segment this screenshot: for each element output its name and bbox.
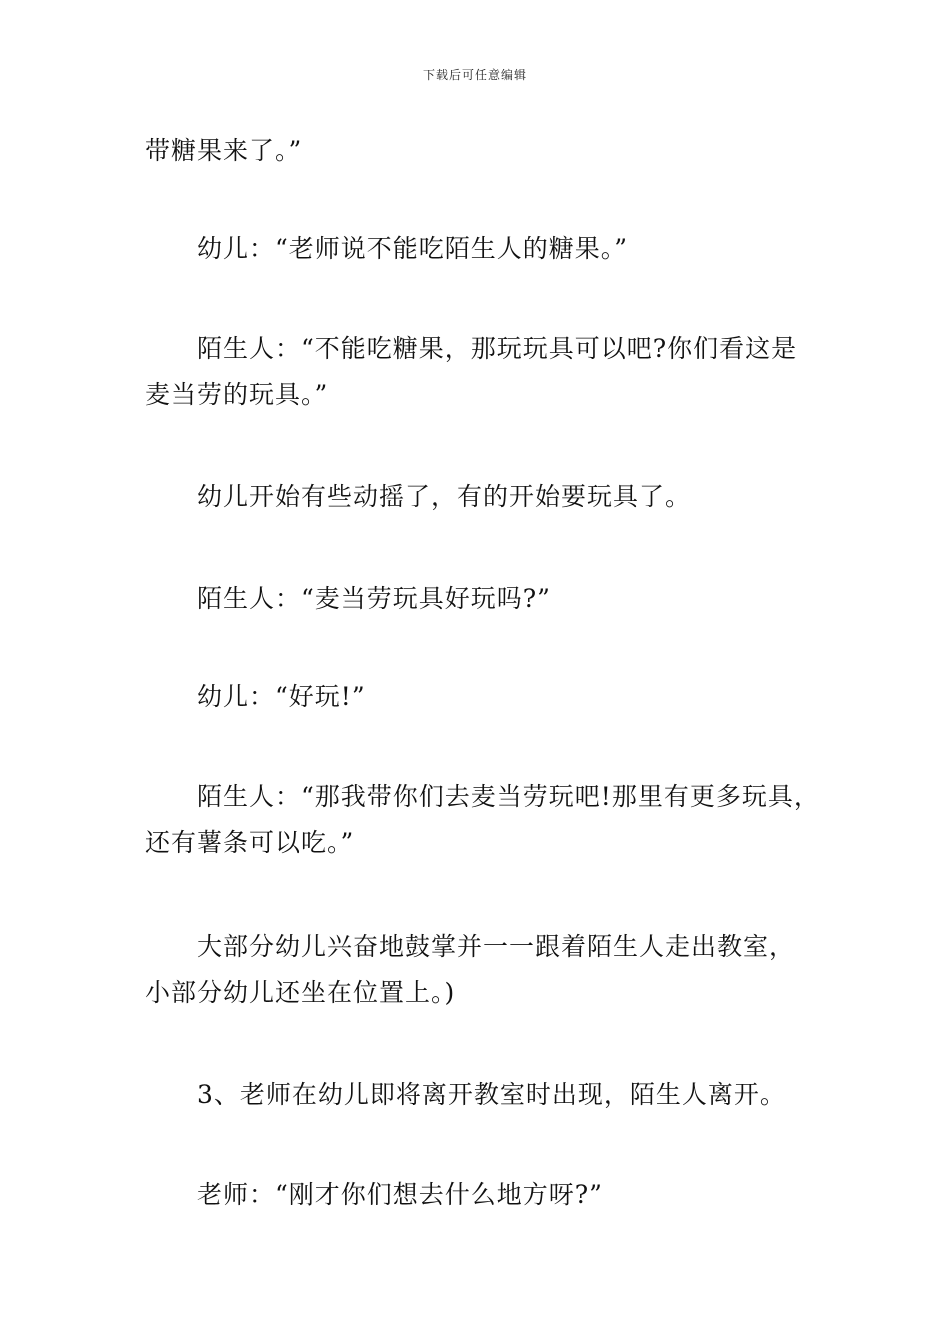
- paragraph-child-reply: [145, 226, 825, 272]
- paragraph-line: 还有薯条可以吃。”: [145, 828, 355, 857]
- paragraph-stranger-toy: [145, 326, 825, 418]
- paragraph-line: 3、老师在幼儿即将离开教室时出现，陌生人离开。: [197, 1080, 786, 1109]
- paragraph-line: 幼儿：“老师说不能吃陌生人的糖果。”: [197, 234, 629, 263]
- paragraph-line: 带糖果来了。”: [145, 136, 303, 165]
- paragraph-children-waver: [145, 474, 825, 520]
- paragraph-line: 陌生人：“那我带你们去麦当劳玩吧!那里有更多玩具，: [197, 782, 820, 811]
- paragraph-step-three: [145, 1072, 825, 1118]
- page-header-note: 下载后可任意编辑: [422, 68, 527, 82]
- paragraph-children-follow: [145, 924, 825, 1016]
- paragraph-line: 大部分幼儿兴奋地鼓掌并一一跟着陌生人走出教室，: [197, 932, 796, 961]
- paragraph-teacher-question: [145, 1172, 825, 1218]
- paragraph-line: 幼儿开始有些动摇了，有的开始要玩具了。: [197, 482, 692, 511]
- paragraph-stranger-ask: [145, 576, 825, 622]
- paragraph-stranger-invite: [145, 774, 825, 866]
- paragraph-line: 老师：“刚才你们想去什么地方呀?”: [197, 1180, 603, 1209]
- paragraph-line: 麦当劳的玩具。”: [145, 380, 329, 409]
- paragraph-line: 幼儿：“好玩!”: [197, 682, 366, 711]
- paragraph-line: 陌生人：“麦当劳玩具好玩吗?”: [197, 584, 551, 613]
- paragraph-child-fun: [145, 674, 825, 720]
- paragraph-line: 陌生人：“不能吃糖果，那玩玩具可以吧?你们看这是: [197, 334, 798, 363]
- paragraph-line: 小部分幼儿还坐在位置上。): [145, 978, 456, 1007]
- paragraph-continuation: [145, 128, 825, 174]
